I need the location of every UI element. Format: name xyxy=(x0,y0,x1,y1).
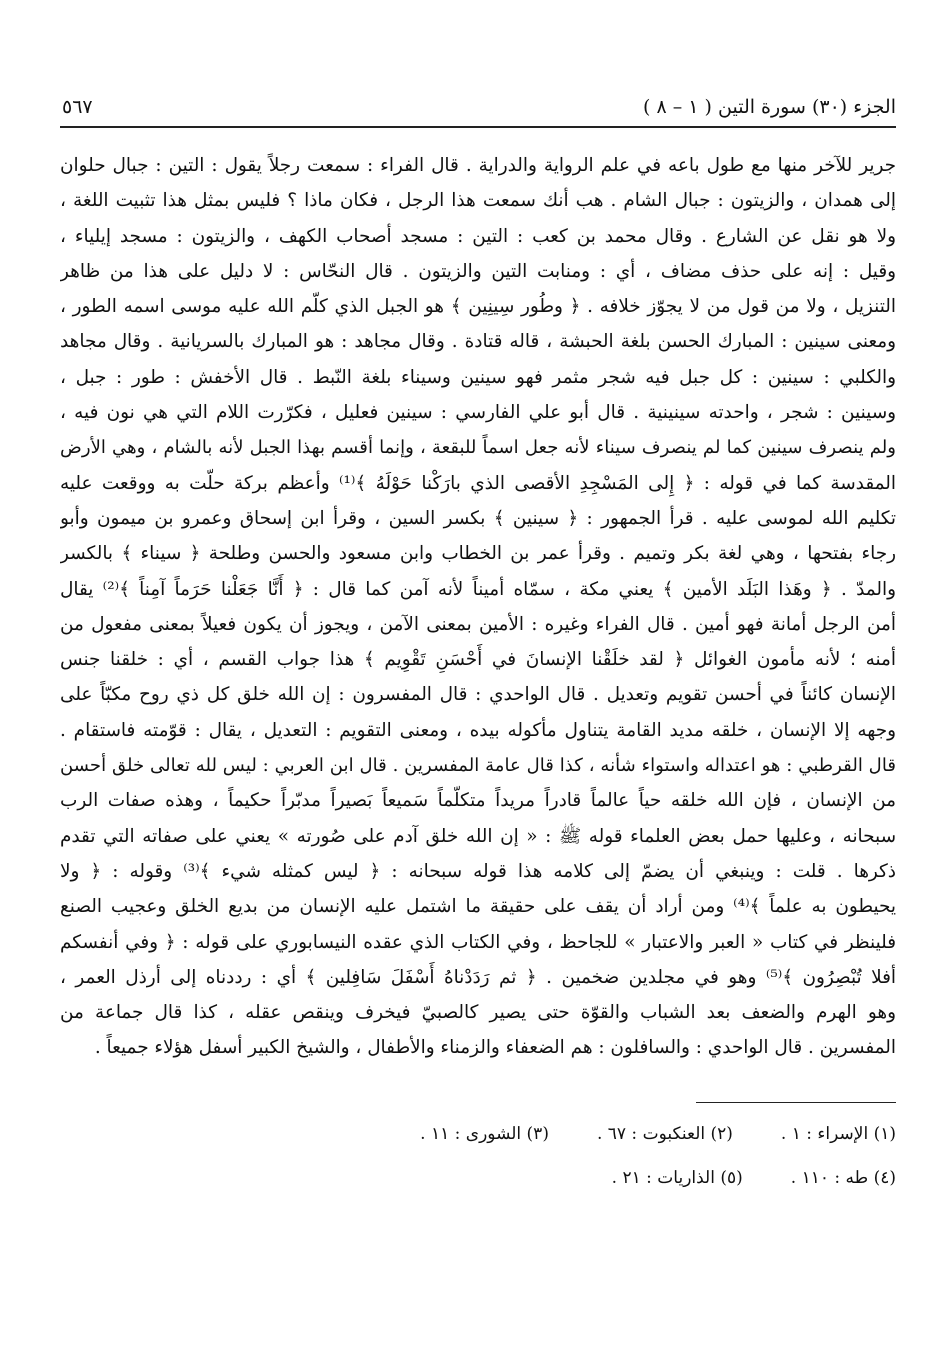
page-number: ٥٦٧ xyxy=(62,96,93,118)
text-line: ولا هو نقل عن الشارع . وقال محمد بن كعب : التين : مسجد أصحاب الكهف ، والزيتون : مسجد إيلياء ، xyxy=(60,225,896,247)
text-line: سبحانه ، وعليها حمل بعض العلماء قوله ﷺ : « إن الله خلق آدم على صُورته » يعني على صفاته التي تقدم xyxy=(60,825,896,847)
footnote-3: (٣) الشورى : ١١ . xyxy=(420,1124,549,1144)
text-line: وجهه إلا الإنسان ، خلقه مديد القامة يتناول مأكوله بيده ، ومعنى التقويم : التعديل ، يقال : قوّمته فاستقام . xyxy=(60,719,896,741)
text-line: أمنه ؛ لأنه مأمون الغوائل ﴿ لقد خلَقْنا الإنسانَ في أَحْسَنِ تَقْوِيم ﴾ هذا جواب القسم ، أي : خلقنا جنس xyxy=(60,649,896,671)
footnote-5: (٥) الذاريات : ٢١ . xyxy=(611,1168,743,1188)
text-line: رجاء بفتحها ، وهي لغة بكر وتميم . وقرأ عمر بن الخطاب وابن مسعود والحسن وطلحة ﴿ سيناء ﴾ بالكسر xyxy=(60,543,896,565)
footnote-4: (٤) طه : ١١٠ . xyxy=(790,1168,896,1188)
text-line: إلى همدان ، والزيتون : جبال الشام . هب أنك سمعت هذا الرجل ، فكان ماذا ؟ فليس بمثل هذا تثبيت اللغة ، xyxy=(60,190,896,212)
text-line: وسينين : شجر ، واحدته سينينية . قال أبو علي الفارسي : سينين فعليل ، فكرّرت اللام التي هي نون فيه ، xyxy=(60,402,896,424)
header-rule xyxy=(60,126,896,128)
text-line: الإنسان كائناً في أحسن تقويم وتعديل . قال الواحدي : قال المفسرون : إن الله خلق كل ذي روح مكبّاً على xyxy=(60,684,896,706)
footnotes xyxy=(60,1112,896,1200)
text-line: المفسرين . قال الواحدي : والسافلون : هم الضعفاء والزمناء والأطفال ، والشيخ الكبير أسفل هؤلاء جميعاً . xyxy=(94,1037,896,1059)
running-title: الجزء (٣٠) سورة التين ( ١ – ٨ ) xyxy=(643,96,896,118)
text-line: وقيل : إنه على حذف مضاف ، أي : ومنابت التين والزيتون . قال النحّاس : لا دليل على هذا من ظاهر xyxy=(60,260,896,282)
footnote-1: (١) الإسراء : ١ . xyxy=(780,1124,896,1144)
footnote-row xyxy=(60,1156,896,1200)
text-line: ومعنى سينين : المبارك الحسن بلغة الحبشة ، قاله قتادة . وقال مجاهد : هو المبارك بالسريانية . وقال مجاهد xyxy=(60,331,896,353)
text-line: والكلبي : سينين : كل جبل فيه شجر مثمر فهو سينين وسيناء بلغة النّبط . قال الأخفش : طور : جبل ، xyxy=(60,366,896,388)
text-line: جرير للآخر منها مع طول باعه في علم الرواية والدراية . قال الفراء : سمعت رجلاً يقول : التين : جبال حلوان xyxy=(60,155,896,176)
text-line: من الإنسان ، فإن الله خلقه حياً عالماً قادراً مريداً متكلّماً سَميعاً بَصيراً مدبّراً حكيماً ، وهذه صفات الرب xyxy=(60,790,896,812)
text-line: وهو الهرم والضعف بعد الشباب والقوّة حتى يصير كالصبيّ فيخرف وينقص عقله ، كذا قال جماعة من xyxy=(60,1002,896,1024)
page-header xyxy=(60,92,896,122)
text-line: أفلا تُبْصِرُون ﴾⁽⁵⁾ وهو في مجلدين ضخمين . ﴿ ثم رَدَدْناهُ أَسْفَلَ سَافِلين ﴾ أي : رددناه إلى أرذل العمر ، xyxy=(60,966,896,988)
text-line: التنزيل ، ولا من قول من لا يجوّز خلافه . ﴿ وطُور سِينِين ﴾ هو الجبل الذي كلّم الله عليه موسى اسمه الطور ، xyxy=(60,296,896,318)
text-line: تكليم الله لموسى عليه . قرأ الجمهور : ﴿ سينين ﴾ بكسر السين ، وقرأ ابن إسحاق وعمرو بن ميمون وأبو xyxy=(60,507,896,529)
text-line: ولم ينصرف سينين كما لم ينصرف سيناء لأنه جعل اسماً للبقعة ، وإنما أقسم بهذا الجبل لأنه بالشام ، وهي الأرض xyxy=(60,437,896,459)
text-line: فلينظر في كتاب « العبر والاعتبار » للجاحظ ، وفي الكتاب الذي عقده النيسابوري على قوله : ﴿ وفي أنفسكم xyxy=(60,931,896,953)
text-line: أمن الرجل أمانة فهو أمين . قال الفراء وغيره : الأمين بمعنى الآمن ، ويجوز أن يكون فعيلاً بمعنى مفعول من xyxy=(60,613,896,635)
book-page xyxy=(60,92,896,1188)
footnote-row xyxy=(60,1112,896,1156)
body-text xyxy=(60,148,896,1066)
text-line: والمدّ . ﴿ وهَذا البَلَد الأمين ﴾ يعني مكة ، سمّاه أميناً لأنه آمن كما قال : ﴿ أَنَّا جَعَلْنا حَرَماً آمِناً ﴾⁽²⁾ يقال xyxy=(60,578,896,600)
text-line: قال القرطبي : هو اعتداله واستواء شأنه ، كذا قال عامة المفسرين . قال ابن العربي : ليس لله تعالى خلق أحسن xyxy=(60,755,896,777)
footnote-2: (٢) العنكبوت : ٦٧ . xyxy=(596,1124,733,1144)
text-line: المقدسة كما في قوله : ﴿ إِلى المَسْجِدِ الأقصى الذي بارَكْنا حَوْلَهُ ﴾⁽¹⁾ وأعظم بركة حلّت به ووقعت عليه xyxy=(60,472,896,494)
text-line: يحيطون به علماً ﴾⁽⁴⁾ ومن أراد أن يقف على حقيقة ما اشتمل عليه الإنسان من بديع الخلق وعجيب الصنع xyxy=(60,896,896,918)
text-line: ذكرها . قلت : وينبغي أن يضمّ إلى كلامه هذا قوله سبحانه : ﴿ ليس كمثله شيء ﴾⁽³⁾ وقوله : ﴿ ولا xyxy=(60,860,896,882)
footnote-separator xyxy=(696,1102,896,1103)
